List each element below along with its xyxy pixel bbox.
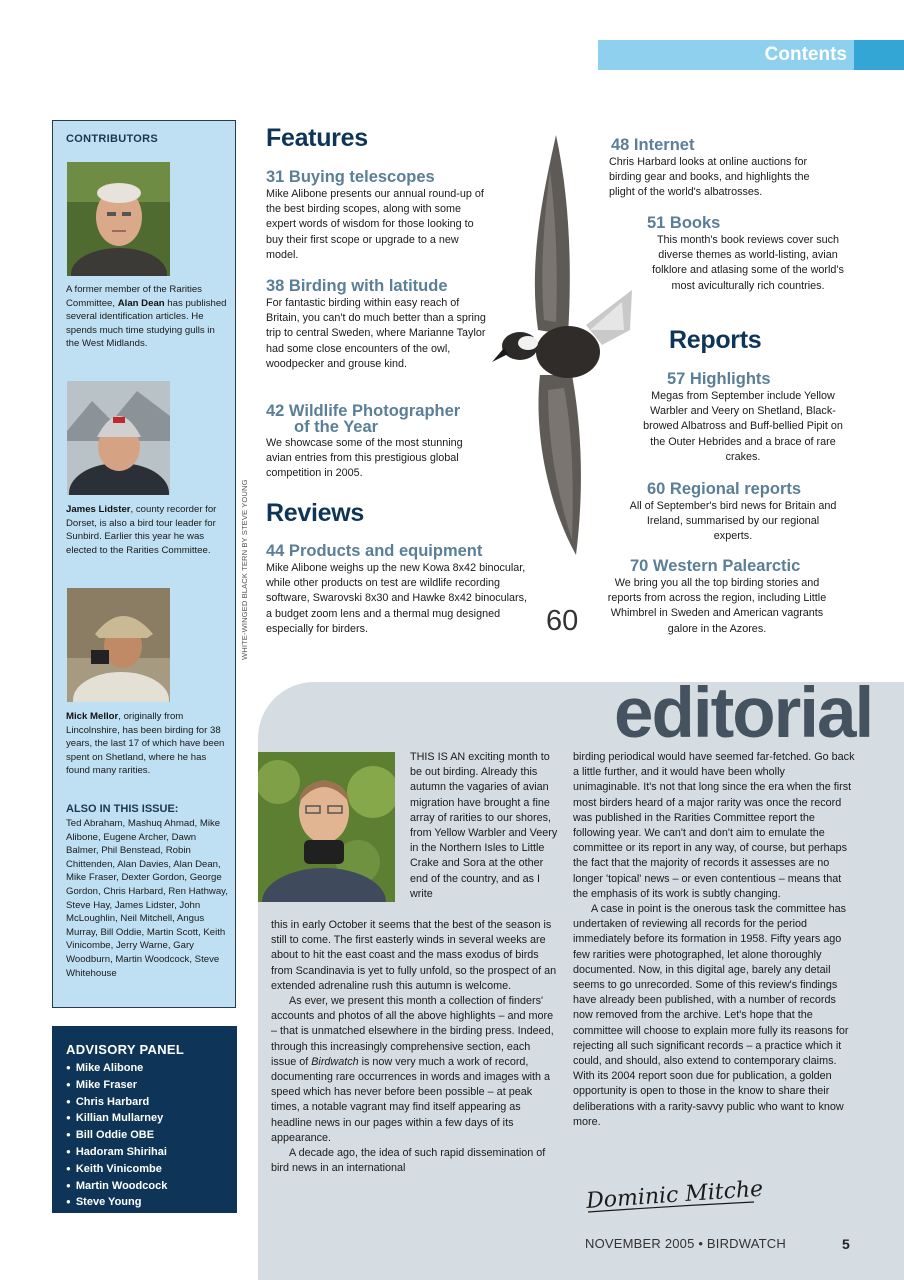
- reviews-title: Reviews: [266, 499, 364, 527]
- review-head-44[interactable]: 44 Products and equipment: [266, 542, 483, 560]
- editor-signature: [582, 1172, 762, 1218]
- photo-credit-text: WHITE-WINGED BLACK TERN BY STEVE YOUNG: [240, 479, 249, 660]
- also-in-this-issue-names: Ted Abraham, Mashuq Ahmad, Mike Alibone, Eugene Archer, Dawn Balmer, Phil Benstead, Robin Chittenden, Alan Davies, Alan Dean, Mike Fraser, Dexter Gordon, George Gordon, Chris Harbard, Ren Hathway, Steve Hay, James Lidster, John McLoughlin, Neil Mitchell, Angus Murray, Bill Oddie, Martin Scott, Keith Vinicombe, Jerry Warne, Gary Woodburn, Martin Woodcock, Steve Whitehouse: [66, 818, 228, 979]
- review-text-48: Chris Harbard looks at online auctions for birding gear and books, and highlights the plight of the world's albatrosses.: [609, 156, 810, 199]
- review-head-48[interactable]: 48 Internet: [611, 136, 695, 154]
- editorial-paragraph: A decade ago, the idea of such rapid dissemination of bird news in an international: [271, 1147, 546, 1175]
- photo-mick-mellor: [67, 588, 170, 702]
- report-text-70: We bring you all the top birding stories and reports from across the region, including Little Whimbrel in Sweden and American vagrants galore in the Azores.: [607, 577, 827, 635]
- editorial-paragraph: A case in point is the onerous task the committee has undertaken of reviewing all records for the period immediately before its formation in 1958. Fifty years ago few rarities were photographed, let alone thoroughly documented. Now, in this digital age, barely any detail seems to go unrecorded. Some of this review's findings have already been published, with a number of records now removed from the archive. Let's hope that the committee will choose to explain more fully its reasons for rejecting all such significant records – a practice which it could, and should, also extend to contemporary claims. With its 2004 report soon due for publication, a golden opportunity is open to those in the know to share their deliberations with a rarity-savvy public who want to know more.: [573, 903, 849, 1128]
- reports-title: Reports: [669, 326, 762, 354]
- editorial-col1-top: [410, 750, 558, 902]
- advisory-panel: [52, 1026, 237, 1213]
- bio-mick-mellor: Mick Mellor, originally from Lincolnshire, has been birding for 38 years, the last 17 of which have been spent on Shetland, where he has found many rarities.: [66, 711, 225, 777]
- feature-head-38[interactable]: 38 Birding with latitude: [266, 277, 448, 295]
- features-title: Features: [266, 124, 368, 152]
- photo-editor: [258, 752, 395, 902]
- advisory-member: ● Killian Mullarney: [66, 1110, 167, 1127]
- advisory-member: ● Keith Vinicombe: [66, 1161, 167, 1178]
- editorial-col1: [271, 918, 558, 1176]
- photo-james-lidster: [67, 381, 170, 495]
- advisory-member: ● Steve Young: [66, 1194, 167, 1211]
- contributors-title: CONTRIBUTORS: [66, 133, 159, 145]
- svg-text:Dominic Mitchell: Dominic Mitchell: [585, 1175, 762, 1214]
- report-text-57: Megas from September include Yellow Warbler and Veery on Shetland, Black-browed Albatross and Buff-bellied Pipit on the Outer Hebrides and a brace of rare crakes.: [643, 390, 843, 463]
- photo-alan-dean: [67, 162, 170, 276]
- page-number: 5: [842, 1236, 850, 1252]
- review-text-51: This month's book reviews cover such diverse themes as world-listing, avian folklore and atlasing some of the world's most aviculturally rich countries.: [652, 234, 844, 292]
- footer-issue: NOVEMBER 2005 • BIRDWATCH: [585, 1236, 786, 1251]
- tab-accent: [854, 40, 904, 70]
- advisory-member: ● Martin Woodcock: [66, 1178, 167, 1195]
- report-head-60[interactable]: 60 Regional reports: [647, 480, 802, 498]
- feature-head-31[interactable]: 31 Buying telescopes: [266, 168, 435, 186]
- editorial-paragraph: As ever, we present this month a collection of finders' accounts and photos of all the above highlights – and more – that is unmatched elsewhere in the birding press. Indeed, through this increasingly comprehensive section, each issue of Birdwatch is now very much a work of record, documenting rare occurrences in words and images with a speed which has never before been possible – at peak times, a notable vagrant may find itself appearing as headline news in our pages within a few days of its appearance.: [271, 995, 554, 1144]
- feature-head-42-line1[interactable]: 42 Wildlife Photographer: [266, 402, 461, 420]
- bio-james-lidster: James Lidster, county recorder for Dorset, is also a bird tour leader for Sunbird. Earlier this year he was elected to the Rarities Committee.: [66, 504, 217, 556]
- review-text-44: Mike Alibone weighs up the new Kowa 8x42 binocular, while other products on test are wildlife recording software, Swarovski 8x30 and Hawke 8x42 binoculars, a budget zoom lens and a thermal mug designed especially for birders.: [266, 562, 528, 635]
- editorial-paragraph: birding periodical would have seemed far-fetched. Go back a little further, and it would have been wholly unimaginable. It's not that long since the era when the first most birders heard of a major rarity was once the record was published in the Rarities Committee report the following year. We can't and don't aim to emulate the committee or its report in any way, of course, but perhaps the fact that the majority of records it assesses are no longer 'topical' news – or even contentious – means that the emphasis of its work is subtly changing.: [573, 751, 855, 900]
- contents-tab: [598, 40, 904, 70]
- advisory-member: ● Chris Harbard: [66, 1094, 167, 1111]
- advisory-member: ● Mike Fraser: [66, 1077, 167, 1094]
- feature-text-31: Mike Alibone presents our annual round-up of the best birding scopes, along with some expert words of wisdom for those looking to buy their first scope or upgrade to a new model.: [266, 188, 484, 261]
- editorial-paragraph: THIS IS AN exciting month to be out birding. Already this autumn the vagaries of avian migration have brought a fine array of rarities to our shores, from Yellow Warbler and Veery in the Northern Isles to Little Crake and Sora at the other end of the country, and as I write: [410, 751, 558, 900]
- bio-alan-dean: A former member of the Rarities Committee, Alan Dean has published several identification articles. He spends much time studying gulls in the West Midlands.: [66, 284, 227, 350]
- review-head-51[interactable]: 51 Books: [647, 214, 721, 232]
- report-head-70[interactable]: 70 Western Palearctic: [630, 557, 801, 575]
- report-head-57[interactable]: 57 Highlights: [667, 370, 771, 388]
- contents-label: Contents: [764, 44, 847, 65]
- feature-text-42: We showcase some of the most stunning avian entries from this prestigious global competition in 2005.: [266, 437, 463, 480]
- also-in-this-issue-title: ALSO IN THIS ISSUE:: [66, 803, 179, 815]
- feature-head-42-line2[interactable]: of the Year: [294, 418, 379, 436]
- advisory-member: ● Hadoram Shirihai: [66, 1144, 167, 1161]
- contributors-sidebar: [52, 120, 236, 1008]
- feature-text-38: For fantastic birding within easy reach of Britain, you can't do much better than a spring trip to central Sweden, where Marianne Taylor had some close encounters of the owl, woodpecker and grouse kind.: [266, 297, 486, 370]
- editorial-col2: [573, 750, 855, 1130]
- photo-credit: [240, 440, 260, 660]
- advisory-list: [66, 1060, 167, 1211]
- editorial-title: editorial: [614, 674, 873, 753]
- page-reference-number: 60: [546, 605, 579, 637]
- report-text-60: All of September's bird news for Britain and Ireland, summarised by our regional experts.: [629, 500, 837, 543]
- advisory-member: ● Bill Oddie OBE: [66, 1127, 167, 1144]
- editorial-paragraph: this in early October it seems that the best of the season is still to come. The first easterly winds in several weeks are about to hit the east coast and the mass exodus of birds from Scandinavia is yet to fully unfold, so the prospect of an extended adrenaline rush this autumn is welcome.: [271, 919, 557, 992]
- advisory-member: ● Mike Alibone: [66, 1060, 167, 1077]
- advisory-title: ADVISORY PANEL: [66, 1042, 185, 1057]
